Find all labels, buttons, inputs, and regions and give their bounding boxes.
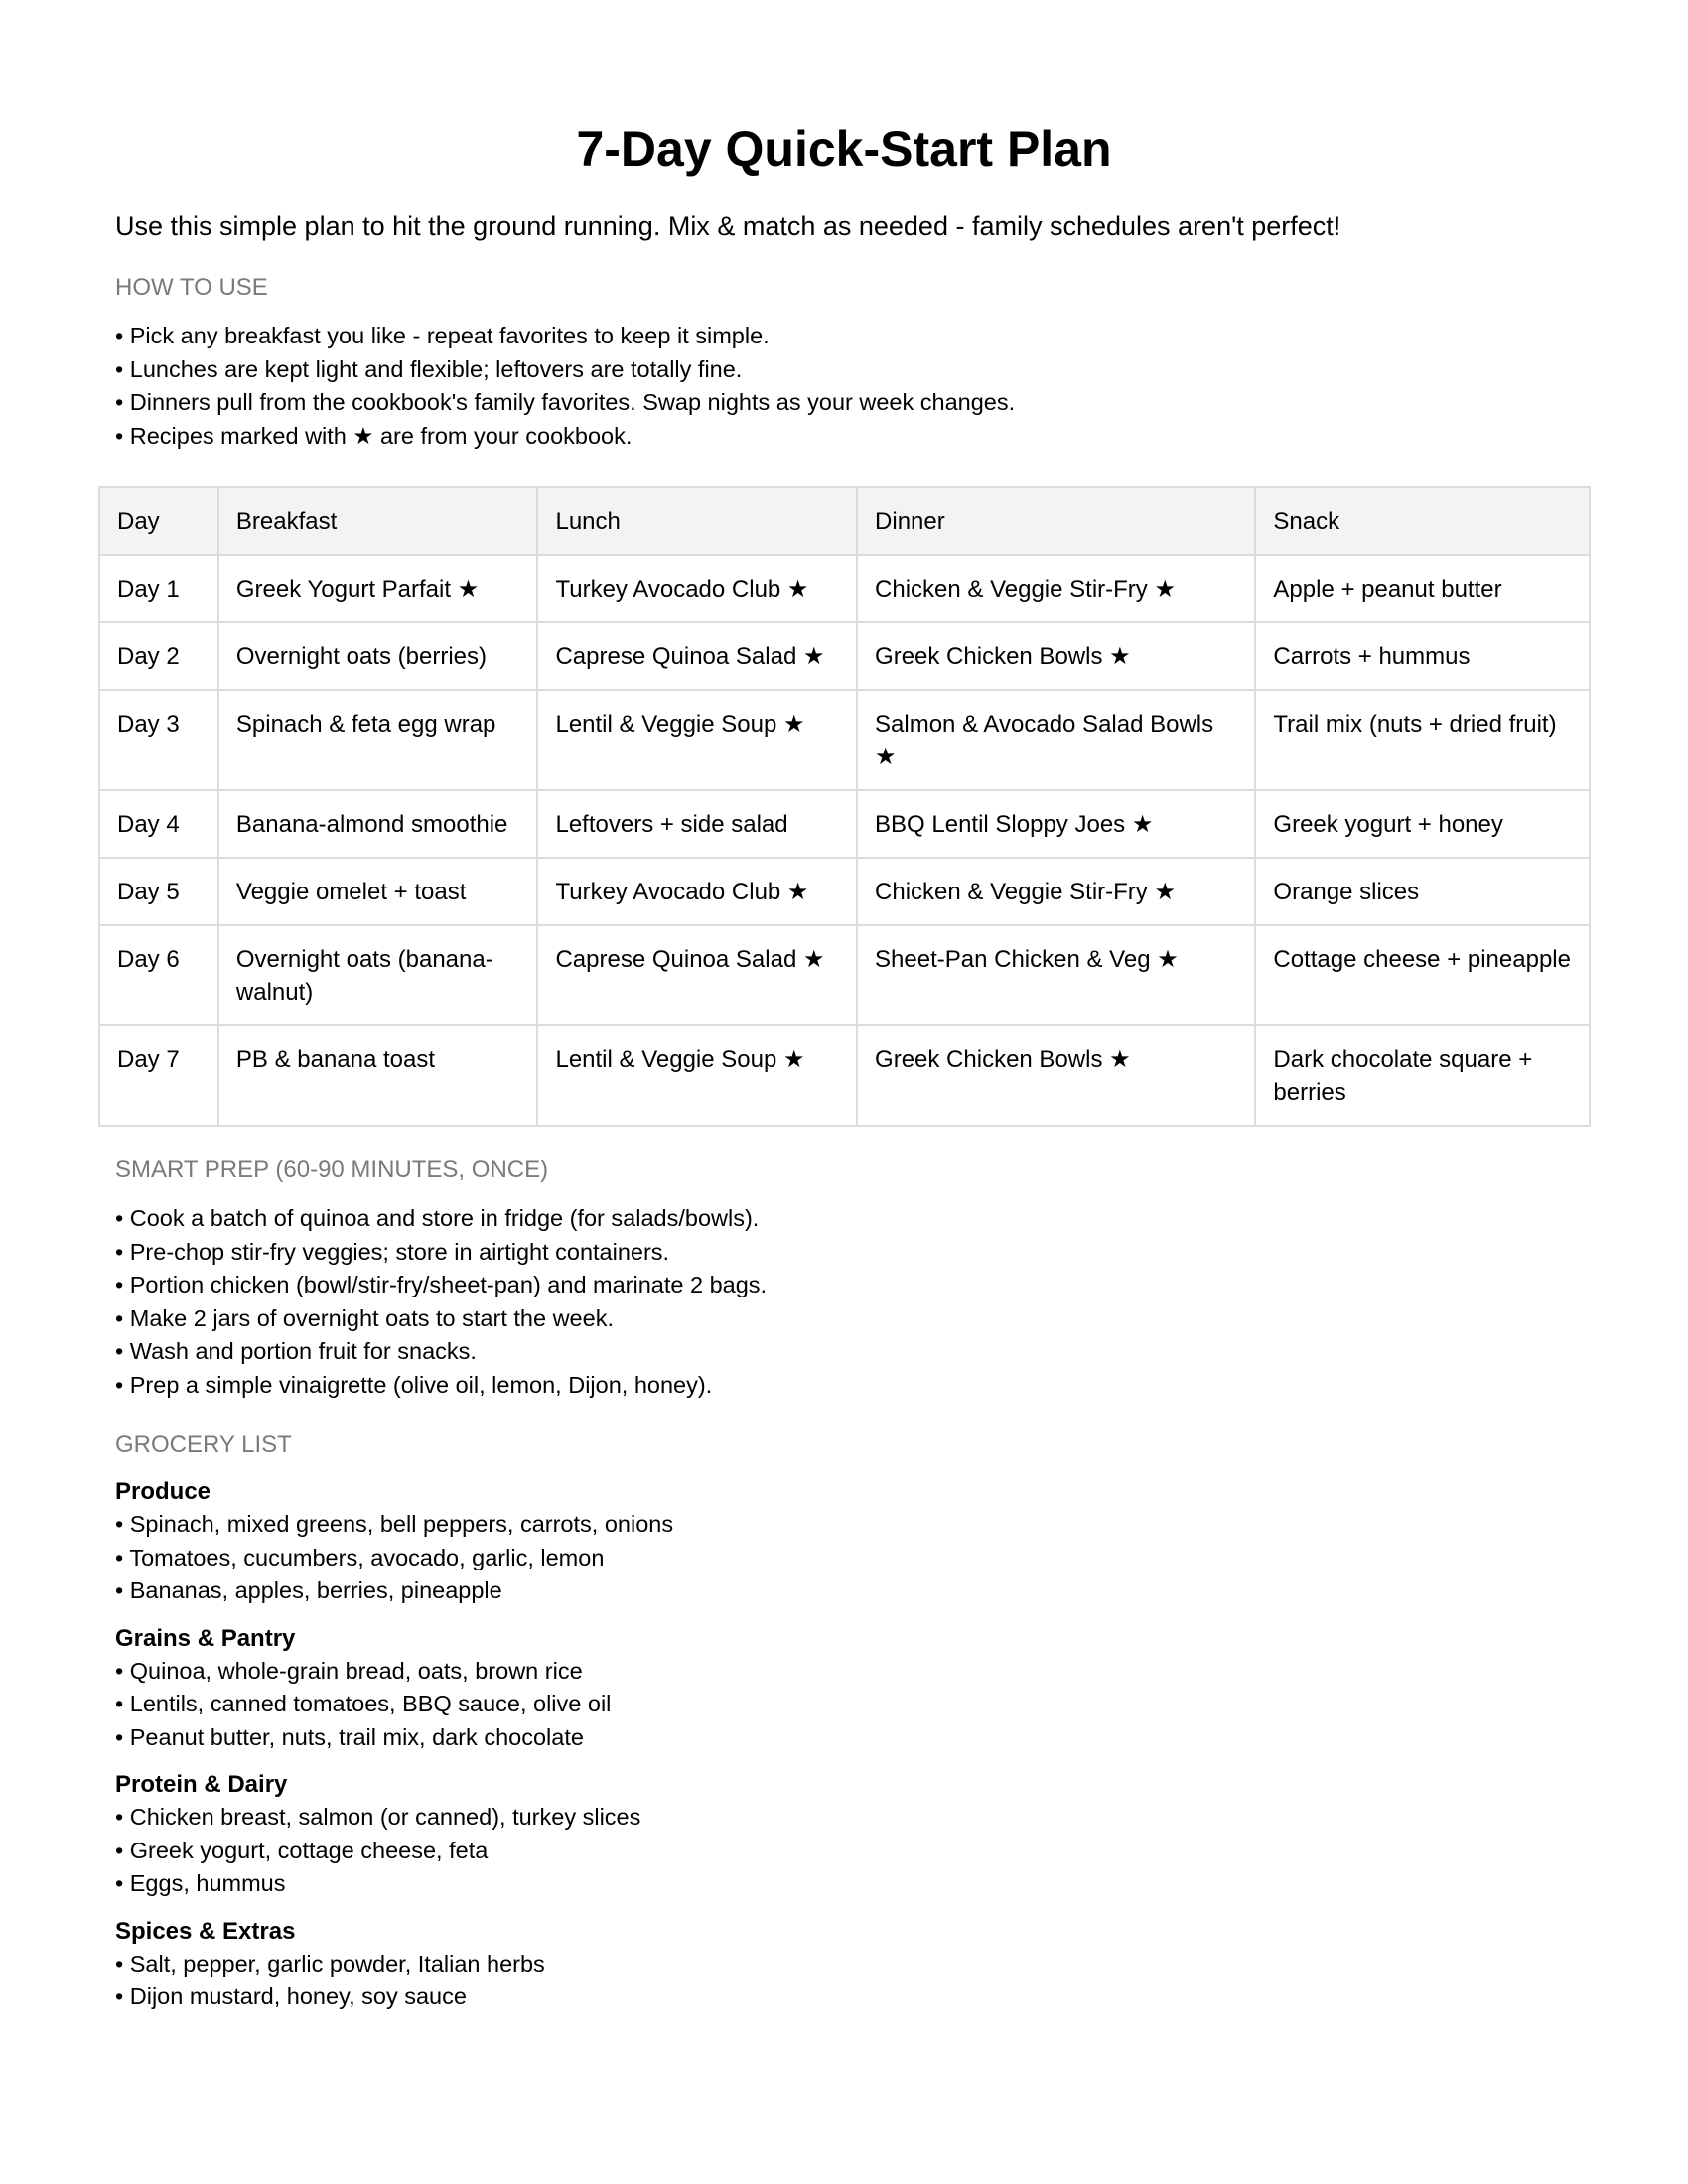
header-snack: Snack (1255, 487, 1590, 555)
how-to-use-list (115, 320, 1573, 453)
header-day: Day (99, 487, 218, 555)
smart-prep-heading: SMART PREP (60-90 MINUTES, ONCE) (115, 1157, 549, 1183)
cell-dinner: Sheet-Pan Chicken & Veg ★ (857, 925, 1255, 1025)
cell-dinner: Chicken & Veggie Stir-Fry ★ (857, 555, 1255, 622)
table-row (99, 690, 1590, 790)
list-item: • Wash and portion fruit for snacks. (115, 1338, 477, 1364)
grocery-heading: GROCERY LIST (115, 1432, 292, 1458)
list-item: • Quinoa, whole-grain bread, oats, brown rice (115, 1657, 583, 1684)
list-item: • Spinach, mixed greens, bell peppers, carrots, onions (115, 1511, 674, 1537)
cell-breakfast: Spinach & feta egg wrap (218, 690, 538, 790)
grocery-section (115, 1430, 1573, 2014)
cell-breakfast: Veggie omelet + toast (218, 858, 538, 925)
table-row (99, 1025, 1590, 1126)
list-item: • Lunches are kept light and flexible; leftovers are totally fine. (115, 355, 743, 382)
list-item: • Pick any breakfast you like - repeat favorites to keep it simple. (115, 323, 770, 348)
grocery-group-produce (115, 1475, 1573, 1608)
grocery-group-title: Protein & Dairy (115, 1771, 288, 1798)
cell-dinner: BBQ Lentil Sloppy Joes ★ (857, 790, 1255, 858)
cell-lunch: Caprese Quinoa Salad ★ (537, 622, 857, 690)
grocery-group-grains-pantry (115, 1622, 1573, 1755)
cell-day: Day 1 (99, 555, 218, 622)
grocery-list (115, 1948, 1573, 2014)
cell-lunch: Caprese Quinoa Salad ★ (537, 925, 857, 1025)
grocery-list (115, 1655, 1573, 1755)
list-item: • Prep a simple vinaigrette (olive oil, lemon, Dijon, honey). (115, 1371, 713, 1398)
list-item: • Eggs, hummus (115, 1870, 286, 1896)
cell-snack: Dark chocolate square + berries (1255, 1025, 1590, 1126)
cell-breakfast: Overnight oats (berries) (218, 622, 538, 690)
smart-prep-section (115, 1155, 1573, 1402)
cell-lunch: Turkey Avocado Club ★ (537, 858, 857, 925)
cell-snack: Carrots + hummus (1255, 622, 1590, 690)
table-row (99, 622, 1590, 690)
cell-snack: Apple + peanut butter (1255, 555, 1590, 622)
list-item: • Pre-chop stir-fry veggies; store in airtight containers. (115, 1238, 670, 1265)
cell-lunch: Turkey Avocado Club ★ (537, 555, 857, 622)
cell-day: Day 7 (99, 1025, 218, 1126)
cell-day: Day 3 (99, 690, 218, 790)
list-item: • Dinners pull from the cookbook's family favorites. Swap nights as your week changes. (115, 389, 1016, 415)
list-item: • Bananas, apples, berries, pineapple (115, 1577, 502, 1603)
cell-dinner: Greek Chicken Bowls ★ (857, 622, 1255, 690)
list-item: • Make 2 jars of overnight oats to start the week. (115, 1304, 614, 1331)
header-breakfast: Breakfast (218, 487, 538, 555)
grocery-group-title: Spices & Extras (115, 1917, 296, 1945)
cell-snack: Trail mix (nuts + dried fruit) (1255, 690, 1590, 790)
cell-dinner: Salmon & Avocado Salad Bowls ★ (857, 690, 1255, 790)
cell-breakfast: PB & banana toast (218, 1025, 538, 1126)
cell-dinner: Greek Chicken Bowls ★ (857, 1025, 1255, 1126)
cell-lunch: Lentil & Veggie Soup ★ (537, 690, 857, 790)
table-row (99, 925, 1590, 1025)
smart-prep-list (115, 1202, 1573, 1402)
list-item: • Recipes marked with ★ are from your cookbook. (115, 422, 633, 449)
list-item: • Lentils, canned tomatoes, BBQ sauce, olive oil (115, 1691, 612, 1716)
table-row (99, 790, 1590, 858)
list-item: • Greek yogurt, cottage cheese, feta (115, 1837, 489, 1863)
cell-snack: Orange slices (1255, 858, 1590, 925)
how-to-use-heading: HOW TO USE (115, 274, 268, 301)
meal-plan-table (98, 486, 1591, 1127)
header-lunch: Lunch (537, 487, 857, 555)
cell-day: Day 2 (99, 622, 218, 690)
intro-text: Use this simple plan to hit the ground running. Mix & match as needed - family schedules aren't perfect! (115, 211, 1341, 241)
cell-snack: Cottage cheese + pineapple (1255, 925, 1590, 1025)
cell-breakfast: Banana-almond smoothie (218, 790, 538, 858)
cell-dinner: Chicken & Veggie Stir-Fry ★ (857, 858, 1255, 925)
table-header-row (99, 487, 1590, 555)
grocery-group-protein-dairy (115, 1768, 1573, 1901)
cell-lunch: Leftovers + side salad (537, 790, 857, 858)
list-item: • Chicken breast, salmon (or canned), turkey slices (115, 1804, 641, 1830)
grocery-list (115, 1508, 1573, 1608)
grocery-group-title: Produce (115, 1478, 211, 1505)
cell-snack: Greek yogurt + honey (1255, 790, 1590, 858)
cell-day: Day 5 (99, 858, 218, 925)
grocery-group-title: Grains & Pantry (115, 1624, 296, 1652)
cell-breakfast: Greek Yogurt Parfait ★ (218, 555, 538, 622)
list-item: • Peanut butter, nuts, trail mix, dark chocolate (115, 1723, 584, 1750)
list-item: • Tomatoes, cucumbers, avocado, garlic, lemon (115, 1544, 605, 1570)
cell-lunch: Lentil & Veggie Soup ★ (537, 1025, 857, 1126)
page-title: 7-Day Quick-Start Plan (576, 121, 1112, 177)
how-to-use-section (115, 272, 1573, 453)
header-dinner: Dinner (857, 487, 1255, 555)
list-item: • Portion chicken (bowl/stir-fry/sheet-pan) and marinate 2 bags. (115, 1272, 768, 1297)
grocery-list (115, 1801, 1573, 1901)
list-item: • Salt, pepper, garlic powder, Italian herbs (115, 1950, 545, 1977)
grocery-group-spices-extras (115, 1915, 1573, 2014)
list-item: • Dijon mustard, honey, soy sauce (115, 1983, 467, 2009)
cell-day: Day 4 (99, 790, 218, 858)
table-row (99, 858, 1590, 925)
cell-day: Day 6 (99, 925, 218, 1025)
list-item: • Cook a batch of quinoa and store in fridge (for salads/bowls). (115, 1205, 760, 1231)
table-row (99, 555, 1590, 622)
cell-breakfast: Overnight oats (banana-walnut) (218, 925, 538, 1025)
